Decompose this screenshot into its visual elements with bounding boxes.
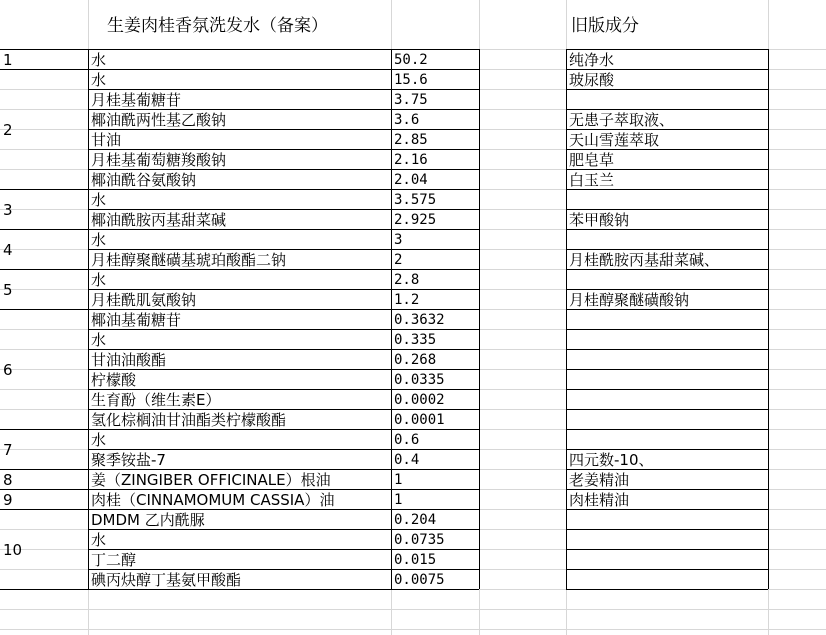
table-border <box>88 69 479 70</box>
old-table-border <box>566 49 567 589</box>
table-border <box>88 429 479 430</box>
old-table-border <box>566 409 768 410</box>
old-table-border <box>566 429 768 430</box>
table-border <box>88 369 479 370</box>
ingredient-percent[interactable]: 3 <box>394 232 403 248</box>
ingredient-name[interactable]: 水 <box>91 531 107 549</box>
ingredient-name[interactable]: 生育酚（维生素E） <box>91 391 221 409</box>
table-border <box>88 169 479 170</box>
table-border <box>88 49 89 589</box>
old-table-border <box>566 329 768 330</box>
group-number[interactable]: 1 <box>3 51 13 69</box>
table-border <box>88 549 479 550</box>
ingredient-name[interactable]: 甘油 <box>91 131 122 149</box>
ingredient-percent[interactable]: 2.16 <box>394 152 428 168</box>
ingredient-name[interactable]: 水 <box>91 231 107 249</box>
old-table-border <box>566 549 768 550</box>
table-border <box>88 489 479 490</box>
ingredient-percent[interactable]: 0.3632 <box>394 312 445 328</box>
ingredient-name[interactable]: 水 <box>91 331 107 349</box>
old-table-border <box>566 189 768 190</box>
ingredient-percent[interactable]: 0.0075 <box>394 572 445 588</box>
table-border <box>88 89 479 90</box>
old-ingredient[interactable]: 天山雪莲萃取 <box>569 131 660 149</box>
table-border <box>88 129 479 130</box>
group-number[interactable]: 4 <box>3 241 13 259</box>
old-table-border <box>566 89 768 90</box>
group-number[interactable]: 5 <box>3 281 13 299</box>
ingredient-name[interactable]: 柠檬酸 <box>91 371 137 389</box>
table-border <box>88 309 479 310</box>
ingredient-percent[interactable]: 3.75 <box>394 92 428 108</box>
ingredient-percent[interactable]: 0.015 <box>394 552 437 568</box>
group-number[interactable]: 7 <box>3 441 13 459</box>
table-border <box>88 409 479 410</box>
old-ingredient[interactable]: 玻尿酸 <box>569 71 615 89</box>
old-table-border <box>566 529 768 530</box>
table-border <box>0 509 88 510</box>
table-border <box>88 349 479 350</box>
old-table-border <box>566 569 768 570</box>
old-table-border <box>566 229 768 230</box>
table-border <box>88 269 479 270</box>
table-border <box>88 569 479 570</box>
sheet-title[interactable]: 生姜肉桂香氛洗发水（备案） <box>107 16 328 36</box>
old-table-border <box>566 509 768 510</box>
table-border <box>88 249 479 250</box>
ingredient-name[interactable]: 椰油酰两性基乙酸钠 <box>91 111 227 129</box>
ingredient-name[interactable]: 水 <box>91 431 107 449</box>
old-table-border <box>566 349 768 350</box>
group-number[interactable]: 10 <box>3 541 23 559</box>
old-table-border <box>566 369 768 370</box>
ingredient-name[interactable]: 月桂醇聚醚磺基琥珀酸酯二钠 <box>91 251 287 269</box>
group-number[interactable]: 8 <box>3 471 13 489</box>
table-border <box>0 309 88 310</box>
table-border <box>0 469 88 470</box>
table-border <box>0 589 479 590</box>
table-border <box>0 229 88 230</box>
old-ingredient[interactable]: 纯净水 <box>569 51 615 69</box>
table-border <box>0 189 88 190</box>
old-table-border <box>768 49 769 589</box>
table-border <box>88 149 479 150</box>
table-border <box>88 469 479 470</box>
group-number[interactable]: 2 <box>3 121 13 139</box>
ingredient-percent[interactable]: 0.4 <box>394 452 420 468</box>
group-number[interactable]: 6 <box>3 361 13 379</box>
table-border <box>0 269 88 270</box>
ingredient-percent[interactable]: 0.268 <box>394 352 437 368</box>
table-border <box>88 329 479 330</box>
ingredient-percent[interactable]: 1 <box>394 472 403 488</box>
table-border <box>88 529 479 530</box>
ingredient-percent[interactable]: 0.0735 <box>394 532 445 548</box>
gridline-horizontal <box>0 609 826 610</box>
ingredient-percent[interactable]: 15.6 <box>394 72 428 88</box>
ingredient-name[interactable]: 氢化棕榈油甘油酯类柠檬酸酯 <box>91 411 287 429</box>
old-ingredient[interactable]: 四元数-10、 <box>569 451 654 469</box>
ingredient-name[interactable]: 肉桂（CINNAMOMUM CASSIA）油 <box>91 491 335 509</box>
table-border <box>88 449 479 450</box>
ingredient-name[interactable]: 碘丙炔醇丁基氨甲酸酯 <box>91 571 242 589</box>
old-ingredient[interactable]: 肉桂精油 <box>569 491 630 509</box>
ingredient-percent[interactable]: 0.335 <box>394 332 437 348</box>
old-ingredient[interactable]: 肥皂草 <box>569 151 615 169</box>
ingredient-percent[interactable]: 3.575 <box>394 192 437 208</box>
ingredient-name[interactable]: 椰油基葡糖苷 <box>91 311 182 329</box>
table-border <box>88 389 479 390</box>
table-border <box>0 49 88 50</box>
table-border <box>88 229 479 230</box>
ingredient-percent[interactable]: 50.2 <box>394 52 428 68</box>
table-border <box>0 489 88 490</box>
ingredient-percent[interactable]: 0.6 <box>394 432 420 448</box>
ingredient-name[interactable]: 月桂基葡萄糖羧酸钠 <box>91 151 227 169</box>
table-border <box>0 429 88 430</box>
ingredient-name[interactable]: 椰油酰谷氨酸钠 <box>91 171 197 189</box>
old-ingredients-header[interactable]: 旧版成分 <box>571 16 639 36</box>
old-ingredient[interactable]: 白玉兰 <box>569 171 615 189</box>
ingredient-percent[interactable]: 2.04 <box>394 172 428 188</box>
ingredient-percent[interactable]: 0.0335 <box>394 372 445 388</box>
ingredient-name[interactable]: 月桂基葡糖苷 <box>91 91 182 109</box>
ingredient-name[interactable]: 水 <box>91 51 107 69</box>
ingredient-percent[interactable]: 2.8 <box>394 272 420 288</box>
ingredient-percent[interactable]: 1 <box>394 492 403 508</box>
table-border <box>0 69 88 70</box>
old-ingredient[interactable]: 老姜精油 <box>569 471 630 489</box>
ingredient-name[interactable]: 水 <box>91 71 107 89</box>
table-border <box>88 509 479 510</box>
table-border <box>88 289 479 290</box>
old-ingredient[interactable]: 无患子萃取液、 <box>569 111 675 129</box>
old-table-border <box>566 389 768 390</box>
old-table-border <box>566 309 768 310</box>
table-border <box>88 109 479 110</box>
group-number[interactable]: 9 <box>3 491 13 509</box>
ingredient-percent[interactable]: 0.0001 <box>394 412 445 428</box>
ingredient-name[interactable]: 丁二醇 <box>91 551 137 569</box>
gridline-horizontal <box>0 629 826 630</box>
ingredient-percent[interactable]: 2.85 <box>394 132 428 148</box>
old-table-border <box>566 269 768 270</box>
table-border <box>479 49 480 589</box>
ingredient-name[interactable]: 椰油酰胺丙基甜菜碱 <box>91 211 227 229</box>
table-border <box>88 209 479 210</box>
ingredient-name[interactable]: 水 <box>91 271 107 289</box>
ingredient-name[interactable]: 甘油油酸酯 <box>91 351 167 369</box>
ingredient-percent[interactable]: 0.204 <box>394 512 437 528</box>
table-border <box>88 189 479 190</box>
ingredient-name[interactable]: 水 <box>91 191 107 209</box>
ingredient-name[interactable]: 月桂酰肌氨酸钠 <box>91 291 197 309</box>
old-table-border <box>566 589 768 590</box>
table-border <box>391 49 392 589</box>
ingredient-percent[interactable]: 3.6 <box>394 112 420 128</box>
ingredient-name[interactable]: 姜（ZINGIBER OFFICINALE）根油 <box>91 471 331 489</box>
table-border <box>88 49 479 50</box>
ingredient-name[interactable]: DMDM 乙内酰脲 <box>91 511 205 529</box>
group-number[interactable]: 3 <box>3 201 13 219</box>
ingredient-percent[interactable]: 2 <box>394 252 403 268</box>
ingredient-percent[interactable]: 1.2 <box>394 292 420 308</box>
old-ingredient[interactable]: 月桂醇聚醚磺酸钠 <box>569 291 690 309</box>
old-ingredient[interactable]: 苯甲酸钠 <box>569 211 630 229</box>
ingredient-percent[interactable]: 0.0002 <box>394 392 445 408</box>
old-ingredient[interactable]: 月桂酰胺丙基甜菜碱、 <box>569 251 720 269</box>
ingredient-percent[interactable]: 2.925 <box>394 212 437 228</box>
ingredient-name[interactable]: 聚季铵盐-7 <box>91 451 166 469</box>
